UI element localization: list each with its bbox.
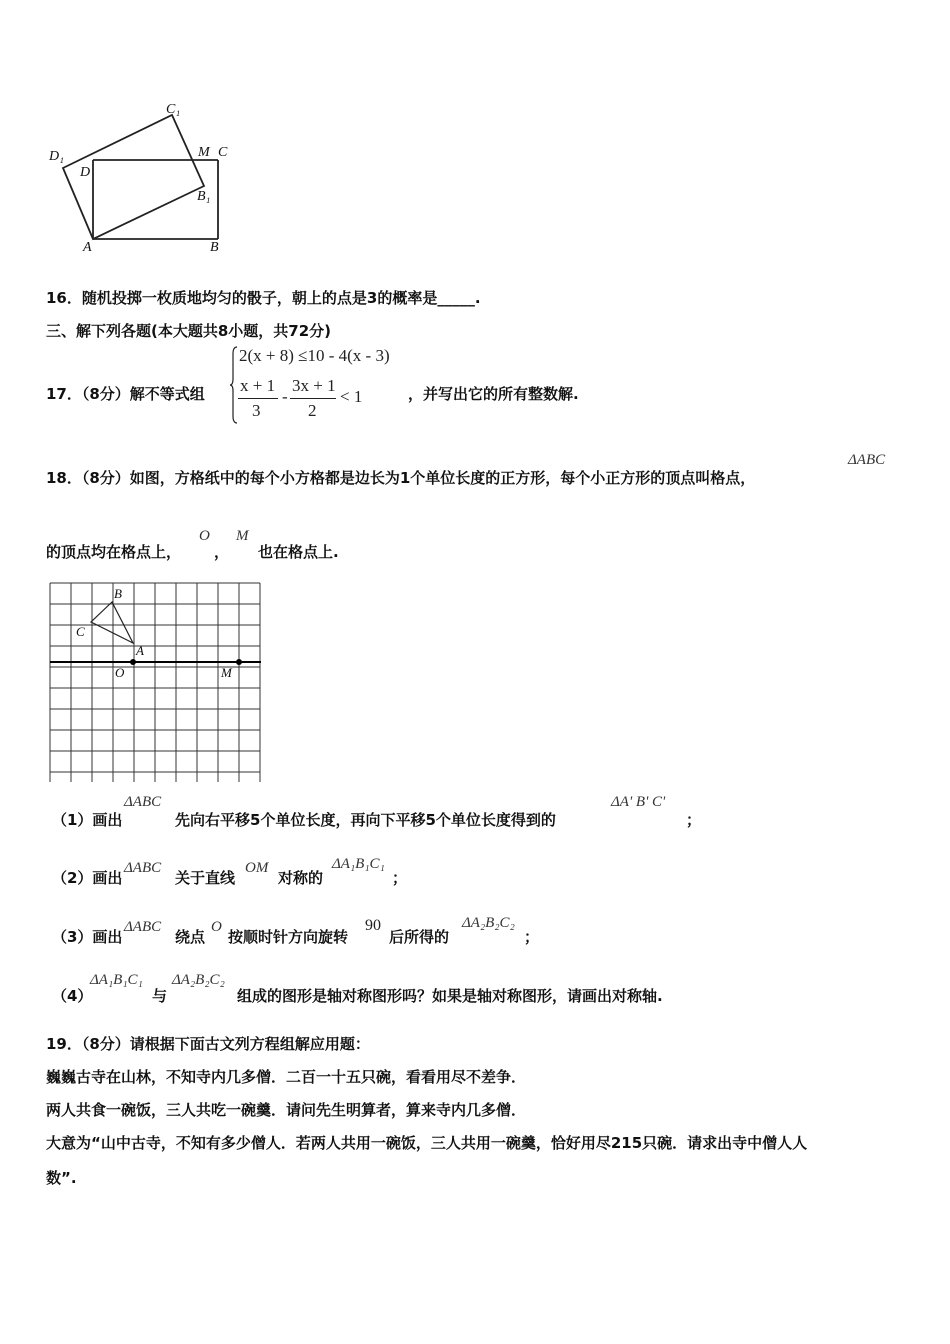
- q17-prefix: 17．（8分）解不等式组: [46, 385, 205, 403]
- q18-p3-ninety: 90: [365, 917, 381, 934]
- q18-p2-d: ；: [392, 869, 408, 887]
- grid-label-a: A: [136, 643, 144, 658]
- label-c1: C₁: [166, 102, 181, 117]
- q18-m-symbol: M: [236, 528, 249, 544]
- q18-p2-c: 对称的: [278, 869, 324, 887]
- label-b: B: [210, 240, 219, 255]
- label-d: D: [80, 165, 91, 180]
- grid-label-b: B: [114, 586, 122, 601]
- q18-o-symbol: O: [199, 528, 210, 544]
- q18-p4-a2b2c2: ΔA₂B₂C₂: [172, 972, 225, 988]
- q18-p2-a1b1c1: ΔA₁B₁C₁: [332, 856, 385, 872]
- q17-frac1-den: 3: [252, 401, 261, 420]
- q18-line2-b: 也在格点上.: [258, 543, 339, 561]
- q19-title: 19．（8分）请根据下面古文列方程组解应用题：: [46, 1035, 370, 1053]
- q17-lt-one: < 1: [340, 387, 363, 406]
- q17-minus: -: [282, 387, 288, 406]
- point-o: [130, 659, 136, 665]
- q18-p2-b: 关于直线: [175, 869, 236, 887]
- q18-p3-c: 按顺时针方向旋转: [228, 928, 349, 946]
- q17-frac1-num: x + 1: [240, 376, 276, 395]
- q18-abc-symbol: ΔABC: [848, 452, 886, 468]
- label-d1: D₁: [49, 149, 64, 164]
- label-m: M: [198, 145, 210, 160]
- grid-label-o: O: [115, 665, 125, 680]
- q18-p3-o: O: [211, 919, 222, 935]
- q18-p4-b: 与: [152, 987, 168, 1005]
- q17-inequality-1: 2(x + 8) ≤10 - 4(x - 3): [239, 346, 390, 365]
- q18-p1-b: 先向右平移5个单位长度，再向下平移5个单位长度得到的: [175, 811, 556, 829]
- section3-heading: 三、解下列各题(本大题共8小题，共72分): [46, 322, 332, 340]
- label-b1: B₁: [197, 189, 211, 204]
- label-c: C: [218, 145, 228, 160]
- q19-line-3: 大意为“山中古寺，不知有多少僧人．若两人共用一碗饭，三人共用一碗羹，恰好用尽215只碗．请求出寺中僧人人: [46, 1134, 808, 1152]
- q18-p1-a: （1）画出: [52, 811, 123, 829]
- label-a: A: [83, 240, 92, 255]
- q18-p3-a: （3）画出: [52, 928, 123, 946]
- q18-p3-d: 后所得的: [389, 928, 450, 946]
- q18-comma: ，: [214, 543, 230, 561]
- triangle-abc: [91, 602, 133, 643]
- q18-grid-figure: [48, 582, 264, 782]
- q18-p3-abc: ΔABC: [124, 919, 162, 935]
- q19-line-4: 数”.: [46, 1169, 77, 1187]
- q18-line1: 18．（8分）如图，方格纸中的每个小方格都是边长为1个单位长度的正方形，每个小正方形的顶点叫格点，: [46, 469, 756, 487]
- q17-frac2-den: 2: [308, 401, 317, 420]
- q16-text: 16．随机投掷一枚质地均匀的骰子，朝上的点是3的概率是_____.: [46, 289, 481, 307]
- q18-p2-abc: ΔABC: [124, 860, 162, 876]
- q19-line-1: 巍巍古寺在山林，不知寺内几多僧．二百一十五只碗，看看用尽不差争．: [46, 1068, 527, 1086]
- q18-p4-a1b1c1: ΔA₁B₁C₁: [90, 972, 143, 988]
- q18-line2-a: 的顶点均在格点上，: [46, 543, 182, 561]
- q18-p3-e: ；: [524, 928, 540, 946]
- point-m: [236, 659, 242, 665]
- q18-p1-c: ；: [686, 811, 702, 829]
- q15-figure: [40, 95, 240, 255]
- q17-frac2-bar: [290, 398, 336, 399]
- q17-frac1-bar: [238, 398, 278, 399]
- q18-p1-abc: ΔABC: [124, 794, 162, 810]
- q19-line-2: 两人共食一碗饭，三人共吃一碗羹．请问先生明算者，算来寺内几多僧．: [46, 1101, 527, 1119]
- q18-p2-om: OM: [245, 860, 269, 876]
- q18-p3-a2b2c2: ΔA₂B₂C₂: [462, 915, 515, 931]
- grid-label-c: C: [76, 624, 85, 639]
- q17-frac2-num: 3x + 1: [292, 376, 336, 395]
- grid-lines: [50, 583, 260, 782]
- q18-p2-a: （2）画出: [52, 869, 123, 887]
- q18-p3-b: 绕点: [175, 928, 206, 946]
- q17-system-brace: [230, 346, 236, 424]
- q18-p1-prime: ΔA' B' C': [611, 794, 666, 810]
- grid-label-m: M: [221, 665, 232, 680]
- q18-p4-c: 组成的图形是轴对称图形吗？如果是轴对称图形，请画出对称轴.: [237, 987, 663, 1005]
- q18-p4-a: （4）: [52, 987, 93, 1005]
- q17-suffix: ，并写出它的所有整数解.: [408, 385, 579, 403]
